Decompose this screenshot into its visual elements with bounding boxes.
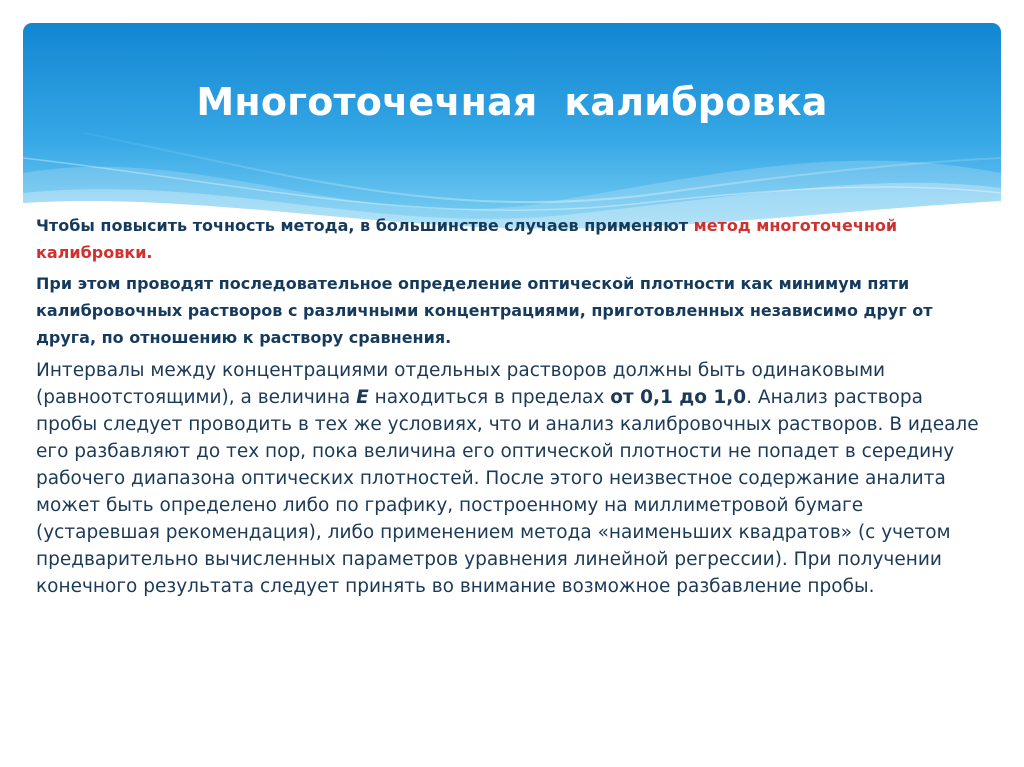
paragraph-2: При этом проводят последовательное определение оптической плотности как минимум пяти калибровочных растворов с различными концентрациями, приготовленных независимо друг от друга, по отношению к раствору сравнения.	[36, 274, 933, 347]
paragraph-3-range: от 0,1 до 1,0	[610, 387, 747, 408]
paragraph-1-text: Чтобы повысить точность метода, в большинстве случаев применяют	[36, 216, 694, 235]
wave-background	[23, 23, 1001, 238]
paragraph-3-part1: Интервалы между концентрациями отдельных растворов должны быть одинаковыми (равноотстоящими), а величина	[36, 360, 886, 408]
title-banner	[23, 23, 1001, 238]
paragraph-1-highlight: метод многоточечной калибровки.	[36, 216, 898, 262]
paragraph-3-part2: находиться в пределах	[368, 387, 611, 408]
slide-body	[36, 212, 986, 600]
paragraph-3-symbol: E	[356, 387, 369, 408]
paragraph-1	[36, 212, 986, 266]
paragraph-3	[36, 357, 986, 600]
slide-title: Многоточечная калибровка	[196, 80, 828, 124]
paragraph-3-part3: . Анализ раствора пробы следует проводить в тех же условиях, что и анализ калибровочных растворов. В идеале его разбавляют до тех пор, пока величина его оптической плотности не попадет в середину рабочего диапазона оптических плотностей. После этого неизвестное содержание аналита может быть определено либо по графику, построенному на миллиметровой бумаге (устаревшая рекомендация), либо применением метода «наименьших квадратов» (с учетом предварительно вычисленных параметров уравнения линейной регрессии). При получении конечного результата следует принять во внимание возможное разбавление пробы.	[36, 387, 979, 597]
